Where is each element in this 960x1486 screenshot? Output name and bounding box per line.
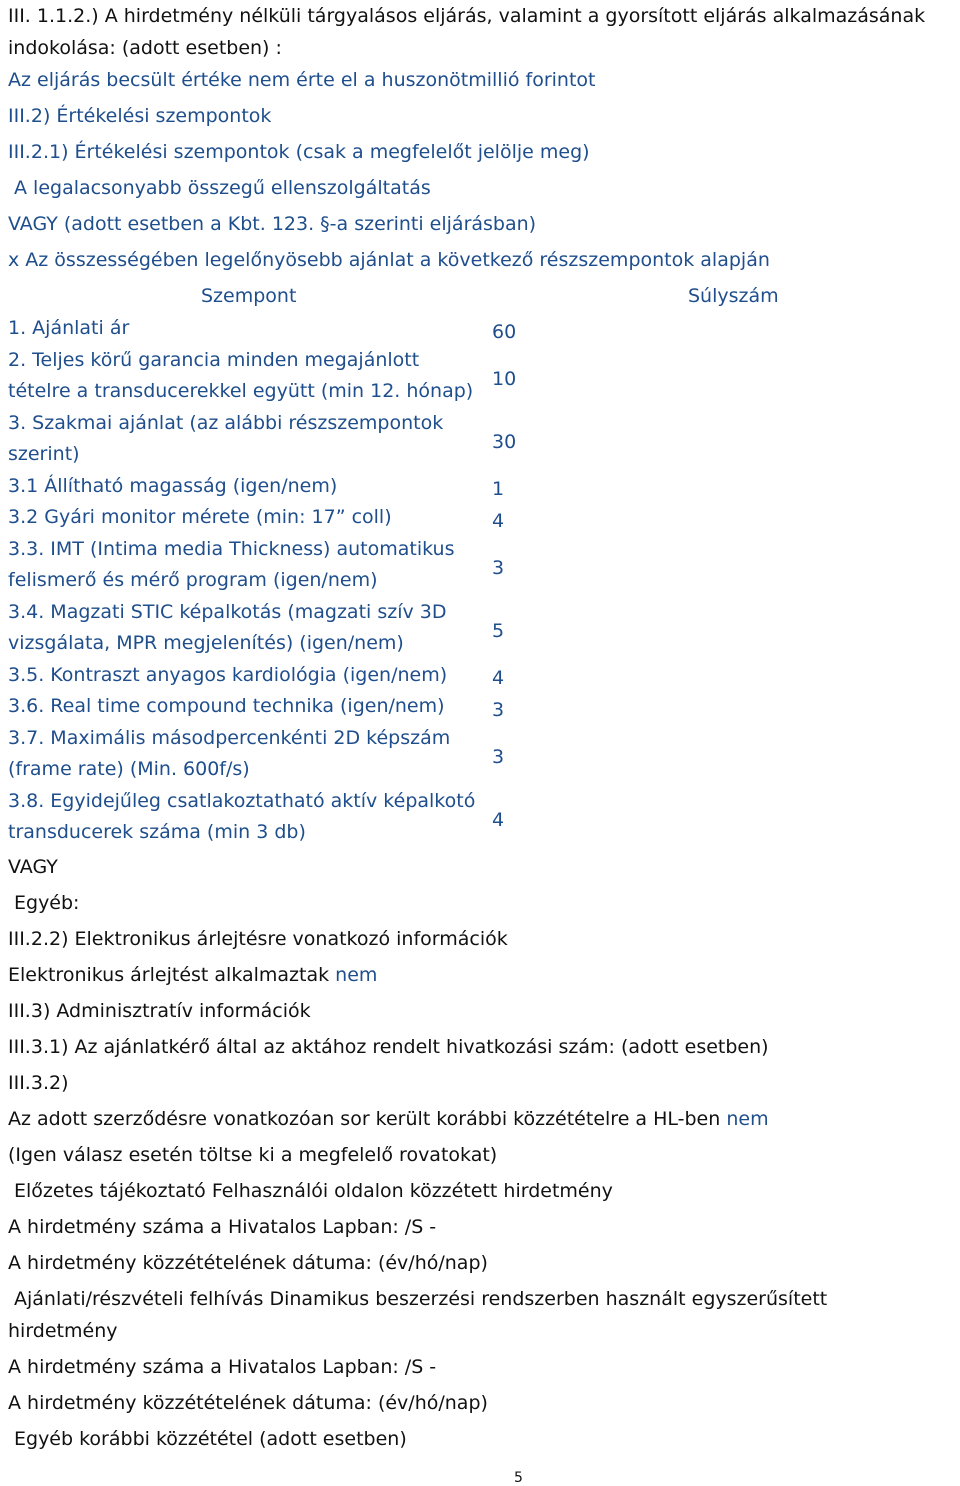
criterion-text: (frame rate) (Min. 600f/s): [8, 758, 250, 780]
page-number: 5: [514, 1470, 523, 1486]
criterion-weight: 3: [492, 557, 505, 579]
criterion-text: szerint): [8, 443, 80, 465]
answer-value: nem: [329, 964, 378, 986]
text-line-8: x Az összességében legelőnyösebb ajánlat a következő részszempontok alapján: [8, 249, 770, 271]
criterion-weight: 60: [492, 320, 517, 343]
text-line-bottom-15: A hirdetmény száma a Hivatalos Lapban: /S -: [8, 1356, 437, 1378]
text-line-bottom-16: A hirdetmény közzétételének dátuma: (év/hó/nap): [8, 1392, 488, 1414]
criterion-text: transducerek száma (min 3 db): [8, 821, 306, 843]
text-line-bottom-14: hirdetmény: [8, 1320, 118, 1342]
table-header-criterion: Szempont: [201, 285, 297, 307]
criterion-weight: 4: [492, 509, 505, 532]
text-line-bottom-11: A hirdetmény száma a Hivatalos Lapban: /S -: [8, 1216, 437, 1238]
criterion-text: 1. Ajánlati ár: [8, 317, 130, 339]
text-line-3: Az eljárás becsült értéke nem érte el a huszonötmillió forintot: [8, 69, 596, 91]
text-line-bottom-17: Egyéb korábbi közzététel (adott esetben): [14, 1428, 407, 1450]
criterion-text: 3.5. Kontraszt anyagos kardiológia (igen/nem): [8, 663, 448, 686]
text-line-6: A legalacsonyabb összegű ellenszolgáltatás: [14, 177, 431, 199]
criterion-weight: 3: [492, 698, 505, 721]
criterion-text: 3.7. Maximális másodpercenkénti 2D képszám: [8, 726, 451, 749]
criterion-text: felismerő és mérő program (igen/nem): [8, 569, 378, 591]
text-line-7: VAGY (adott esetben a Kbt. 123. §-a szerinti eljárásban): [8, 213, 537, 235]
text-line-1: III. 1.1.2.) A hirdetmény nélküli tárgyalásos eljárás, valamint a gyorsított eljárás alkalmazásának: [8, 5, 926, 27]
text-line-4: III.2) Értékelési szempontok: [8, 105, 272, 127]
criterion-weight: 4: [492, 667, 505, 690]
text-line-bottom-3: III.2.2) Elektronikus árlejtésre vonatkozó információk: [8, 928, 508, 950]
text-line-bottom-7: III.3.2): [8, 1072, 69, 1094]
table-header-weight: Súlyszám: [688, 285, 779, 307]
criterion-weight: 3: [492, 746, 505, 768]
criterion-weight: 4: [492, 809, 505, 831]
text-line-bottom-10: Előzetes tájékoztató Felhasználói oldalon közzétett hirdetmény: [14, 1180, 613, 1202]
criterion-weight: 5: [492, 620, 505, 642]
text-line-bottom-1: VAGY: [8, 856, 58, 878]
text-line-5: III.2.1) Értékelési szempontok (csak a megfelelőt jelölje meg): [8, 141, 590, 163]
criterion-text: 3.4. Magzati STIC képalkotás (magzati szív 3D: [8, 600, 447, 623]
text-line-bottom-2: Egyéb:: [14, 892, 80, 914]
criterion-weight: 10: [492, 368, 517, 390]
text-line-bottom-12: A hirdetmény közzétételének dátuma: (év/hó/nap): [8, 1252, 488, 1274]
criterion-weight: 1: [492, 478, 505, 501]
criterion-text: 3.6. Real time compound technika (igen/nem): [8, 695, 445, 717]
text-line-bottom-8: Az adott szerződésre vonatkozóan sor került korábbi közzétételre a HL-ben nem: [8, 1108, 769, 1130]
criterion-text: 3.2 Gyári monitor mérete (min: 17” coll): [8, 506, 392, 528]
text-line-bottom-5: III.3) Adminisztratív információk: [8, 1000, 311, 1022]
criterion-text: 3.1 Állítható magasság (igen/nem): [8, 474, 338, 497]
criterion-text: 3. Szakmai ajánlat (az alábbi részszempontok: [8, 411, 444, 434]
criterion-weight: 30: [492, 431, 517, 453]
text-line-bottom-13: Ajánlati/részvételi felhívás Dinamikus beszerzési rendszerben használt egyszerűsített: [14, 1288, 828, 1310]
text-line-bottom-6: III.3.1) Az ajánlatkérő által az aktához rendelt hivatkozási szám: (adott esetben): [8, 1036, 769, 1058]
criterion-text: vizsgálata, MPR megjelenítés) (igen/nem): [8, 632, 404, 654]
criterion-text: 3.3. IMT (Intima media Thickness) automatikus: [8, 537, 455, 560]
criterion-text: 2. Teljes körű garancia minden megajánlott: [8, 348, 420, 371]
text-line-bottom-9: (Igen válasz esetén töltse ki a megfelelő rovatokat): [8, 1144, 498, 1166]
answer-value: nem: [720, 1108, 769, 1130]
criterion-text: 3.8. Egyidejűleg csatlakoztatható aktív képalkotó: [8, 789, 476, 812]
text-line-2: indokolása: (adott esetben) :: [8, 37, 282, 59]
text-line-bottom-4: Elektronikus árlejtést alkalmaztak nem: [8, 964, 378, 986]
criterion-text: tételre a transducerekkel együtt (min 12. hónap): [8, 380, 474, 402]
